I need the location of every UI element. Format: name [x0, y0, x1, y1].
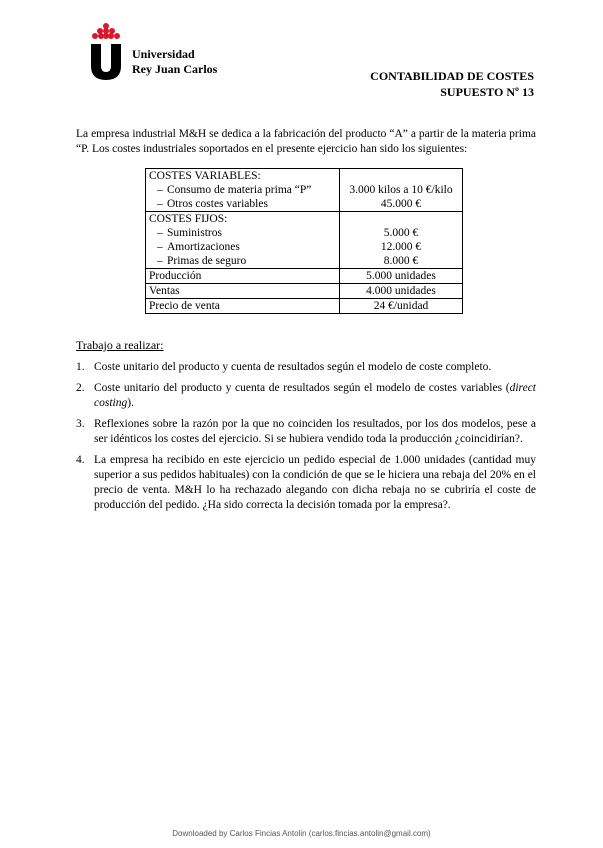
document-header — [370, 68, 534, 100]
task-text: Coste unitario del producto y cuenta de resultados según el modelo de costes variables ( — [94, 382, 510, 394]
other-variable-label: Otros costes variables — [167, 198, 268, 210]
task-text-end: ). — [127, 397, 134, 409]
raw-material-item: – Consumo de materia prima “P” — [157, 184, 312, 196]
row-value: 5.000 unidades — [340, 269, 463, 284]
course-title: CONTABILIDAD DE COSTES — [370, 69, 534, 83]
download-footer: Downloaded by Carlos Fincias Antolin (carlos.fincias.antolin@gmail.com) — [172, 829, 431, 838]
variable-values-cell — [340, 169, 463, 212]
table-row — [146, 299, 463, 314]
cost-table — [145, 168, 463, 314]
table-row — [146, 284, 463, 299]
list-item — [76, 381, 536, 411]
variable-costs-row — [146, 169, 463, 212]
raw-material-label: Consumo de materia prima “P” — [167, 184, 312, 196]
task-number: 4. — [76, 454, 85, 466]
fixed-values-cell — [340, 212, 463, 269]
task-list — [76, 354, 536, 513]
row-label: Precio de venta — [146, 299, 340, 314]
other-variable-item: – Otros costes variables — [157, 198, 268, 210]
table-row — [146, 269, 463, 284]
fixed-item: – Amortizaciones — [157, 241, 240, 253]
task-text-italic: direct costing — [94, 382, 536, 409]
other-variable-value: 45.000 € — [380, 198, 422, 210]
fixed-item: – Primas de seguro — [157, 255, 247, 267]
university-logo-icon — [89, 22, 123, 80]
row-value: 24 €/unidad — [340, 299, 463, 314]
fixed-item-value: 12.000 € — [380, 241, 422, 253]
list-item — [76, 417, 536, 447]
fixed-item-label: Amortizaciones — [167, 241, 240, 253]
variable-costs-cell — [146, 169, 340, 212]
fixed-item-label: Primas de seguro — [167, 255, 247, 267]
fixed-item-label: Suministros — [167, 227, 222, 239]
row-value: 4.000 unidades — [340, 284, 463, 299]
list-item — [76, 453, 536, 513]
intro-paragraph: La empresa industrial M&H se dedica a la fabricación del producto “A” a partir de la materia prima “P. Los costes industriales soportados en el presente ejercicio han sido los siguientes: — [76, 128, 536, 155]
task-text: La empresa ha recibido en este ejercicio un pedido especial de 1.000 unidades (cantidad muy superior a sus pedidos habituales) con la condición de que se le hiciera una rebaja del 20% en el precio de venta. M&H lo ha rechazado alegando con dicha rebaja no se cubriría el coste de producción del pedido. ¿Ha sido correcta la decisión tomada por la empresa?. — [94, 454, 536, 511]
fixed-costs-row — [146, 212, 463, 269]
university-name — [132, 47, 217, 77]
task-text: Coste unitario del producto y cuenta de resultados según el modelo de coste completo. — [94, 361, 492, 373]
work-title: Trabajo a realizar: — [76, 338, 164, 352]
task-text: Reflexiones sobre la razón por la que no coinciden los resultados, por los dos modelos, pese a ser idénticos los costes del ejercicio. Si se hubiera vendido toda la producción ¿coincidirían?. — [94, 418, 536, 445]
task-number: 2. — [76, 382, 85, 394]
variable-costs-header: COSTES VARIABLES: — [149, 170, 261, 182]
raw-material-value: 3.000 kilos a 10 €/kilo — [349, 184, 453, 196]
exercise-title: SUPUESTO Nº 13 — [440, 85, 534, 99]
row-label: Ventas — [146, 284, 340, 299]
task-number: 1. — [76, 361, 85, 373]
list-item — [76, 360, 536, 375]
task-number: 3. — [76, 418, 85, 430]
fixed-costs-cell — [146, 212, 340, 269]
row-label: Producción — [146, 269, 340, 284]
fixed-item: – Suministros — [157, 227, 222, 239]
fixed-item-value: 8.000 € — [383, 255, 419, 267]
university-name-line1: Universidad — [132, 47, 195, 61]
university-name-line2: Rey Juan Carlos — [132, 62, 218, 76]
fixed-item-value: 5.000 € — [383, 227, 419, 239]
fixed-costs-header: COSTES FIJOS: — [149, 213, 228, 225]
